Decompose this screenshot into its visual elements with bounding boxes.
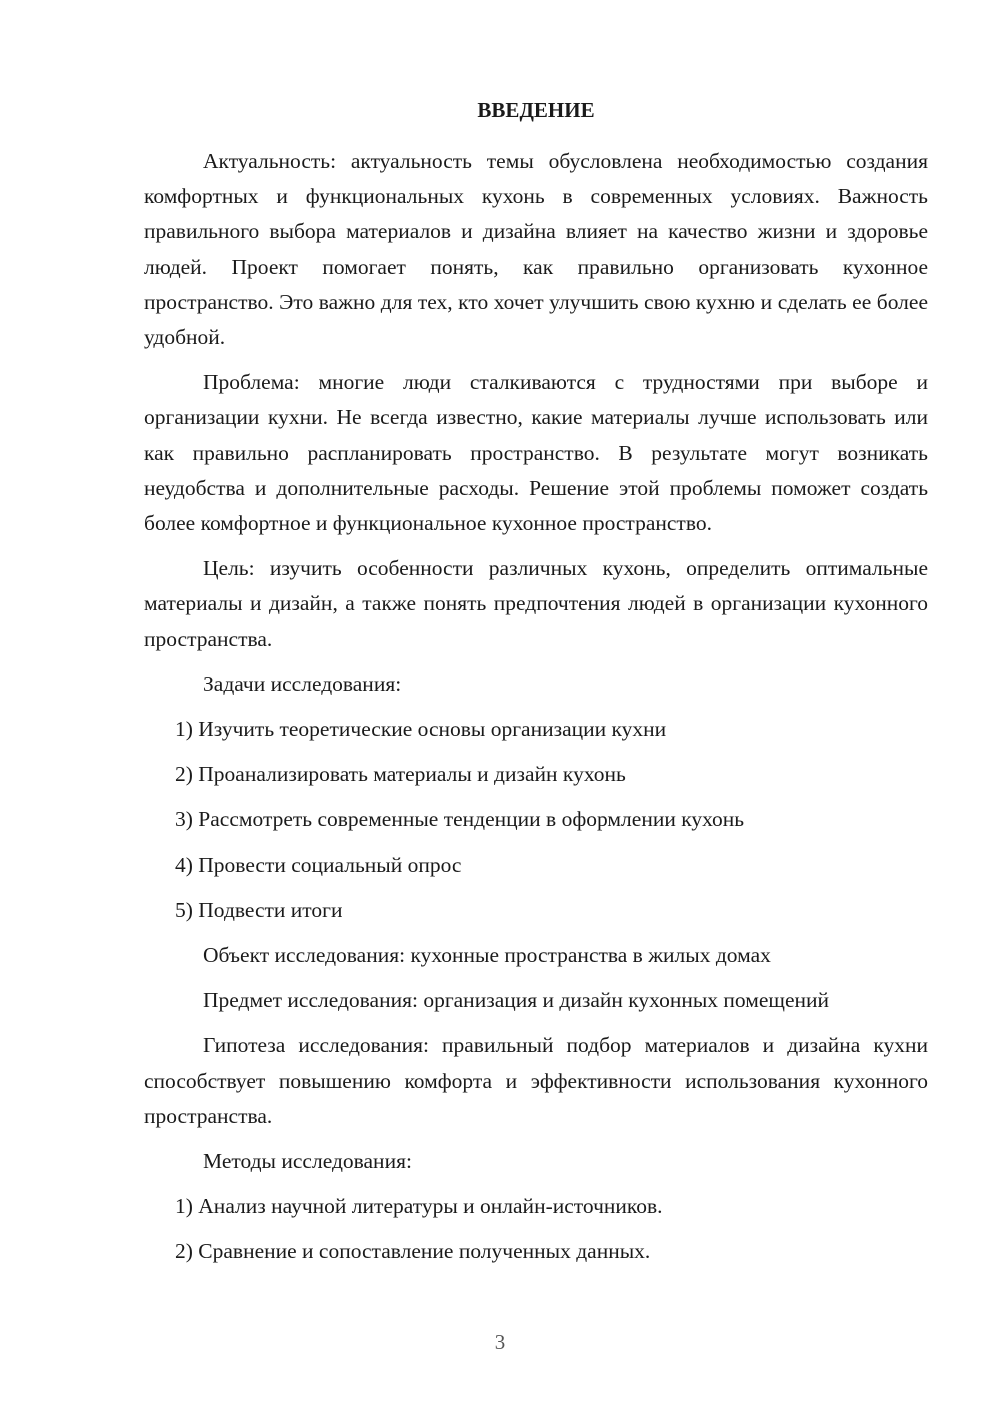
- hypothesis-paragraph: Гипотеза исследования: правильный подбор материалов и дизайна кухни способствует повышению комфорта и эффективности использования кухонного пространства.: [144, 1033, 928, 1128]
- list-item: 3) Рассмотреть современные тенденции в оформлении кухонь: [175, 807, 745, 832]
- list-item: 2) Сравнение и сопоставление полученных данных.: [175, 1239, 651, 1264]
- page-title: ВВЕДЕНИЕ: [477, 98, 595, 122]
- methods-list: [144, 1189, 928, 1269]
- page-content: [144, 92, 928, 1280]
- problem-paragraph: Проблема: многие люди сталкиваются с трудностями при выборе и организации кухни. Не всегда известно, какие материалы лучше использовать или как правильно распланировать пространство. В результате могут возникать неудобства и дополнительные расходы. Решение этой проблемы поможет создать более комфортное и функциональное кухонное пространство.: [144, 370, 928, 536]
- list-item: 1) Изучить теоретические основы организации кухни: [175, 717, 667, 742]
- object-line: Объект исследования: кухонные пространства в жилых домах: [203, 943, 771, 968]
- list-item: 4) Провести социальный опрос: [175, 852, 462, 877]
- tasks-list: [144, 712, 928, 928]
- goal-paragraph: Цель: изучить особенности различных кухонь, определить оптимальные материалы и дизайн, а также понять предпочтения людей в организации кухонного пространства.: [144, 556, 928, 651]
- list-item: 1) Анализ научной литературы и онлайн-источников.: [175, 1194, 663, 1219]
- methods-heading: Методы исследования:: [203, 1149, 412, 1174]
- subject-line: Предмет исследования: организация и дизайн кухонных помещений: [203, 988, 830, 1013]
- list-item: 5) Подвести итоги: [175, 897, 343, 922]
- relevance-paragraph: Актуальность: актуальность темы обусловлена необходимостью создания комфортных и функциональных кухонь в современных условиях. Важность правильного выбора материалов и дизайна влияет на качество жизни и здоровье людей. Проект помогает понять, как правильно организовать кухонное пространство. Это важно для тех, кто хочет улучшить свою кухню и сделать ее более удобной.: [144, 149, 928, 350]
- tasks-heading: Задачи исследования:: [203, 671, 402, 696]
- page-number: 3: [494, 1330, 506, 1354]
- list-item: 2) Проанализировать материалы и дизайн кухонь: [175, 762, 626, 787]
